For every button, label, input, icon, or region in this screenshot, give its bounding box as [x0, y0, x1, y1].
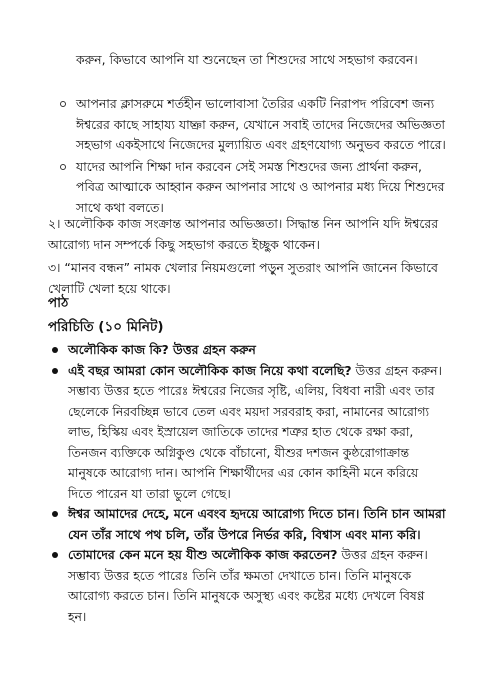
bullet-bold-text: অলৌকিক কাজ কি? উত্তর গ্রহন করুন	[68, 342, 256, 357]
bullet-text: উত্তর গ্রহন করুন। সম্ভাব্য উত্তর হতে পারেঃ ঈশ্বরের নিজের সৃষ্টি, এলিয়, বিধবা নারী এবং তার ছেলেকে নিরবচ্ছিন্ন ভাবে তেল এবং ময়দা সরবরাহ করা, নামানের আরোগ্য লাভ, হিস্কিয় এবং ইস্রায়েল জাতিকে তাদের শত্রুর হাত থেকে রক্ষা করা, তিনজন ব্যক্তিকে অগ্নিকুণ্ড থেকে বাঁচানো, যীশুর দশজন কুষ্ঠরোগাক্রান্ত মানুষকে আরোগ্য দান। আপনি শিক্ষার্থীদের এর কোন কাহিনী মনে করিয়ে দিতে পারেন যা তারা ভুলে গেছে।	[68, 362, 442, 501]
bullet-icon	[52, 347, 58, 353]
circle-bullet-icon	[60, 101, 66, 107]
bullet-bold-text: ঈশ্বর আমাদের দেহে, মনে এবংব হৃদয়ে আরোগ্য দিতে চান। তিনি চান আমরা যেন তাঁর সাথে পথ চলি, তাঁর উপরে নির্ভর করি, বিশ্বাস এবং মান্য করি।	[68, 506, 446, 542]
list-item	[68, 361, 446, 505]
bullet-icon	[52, 552, 58, 558]
circle-bullet-icon	[60, 164, 66, 170]
numbered-item-3: ৩। “মানব বন্ধন” নামক খেলার নিয়মগুলো পড়ুন সুতরাং আপনি জানেন কিভাবে খেলাটি খেলা হয়ে থাকে।	[48, 260, 438, 296]
bullet-icon	[52, 368, 58, 374]
list-item-text: যাদের আপনি শিক্ষা দান করবেন সেই সমস্ত শিশুদের জন্য প্রার্থনা করুন, পবিত্র আত্মাকে আহ্বান করুন আপনার সাথে ও আপনার মধ্য দিয়ে শিশুদের সাথে কথা বলতে।	[76, 158, 445, 215]
bullet-bold-text: তোমাদের কেন মনে হয় যীশু অলৌকিক কাজ করতেন?	[68, 547, 338, 562]
subsection-title: পরিচিতি (১০ মিনিট)	[48, 319, 164, 335]
list-item	[76, 94, 446, 156]
bullet-text: উত্তর গ্রহন করুন। সম্ভাব্য উত্তর হতে পারেঃ তিনি তাঁর ক্ষমতা দেখাতে চান। তিনি মানুষকে আরোগ্য করতে চান। তিনি মানুষকে অসুস্থ্য এবং কষ্টের মধ্যে দেখলে বিষণ্ণ হন।	[68, 547, 428, 624]
bullet-icon	[52, 511, 58, 517]
discussion-bullet-list	[68, 340, 446, 627]
preparation-sub-list	[76, 94, 446, 218]
section-title: পাঠ	[48, 295, 69, 311]
list-item	[76, 157, 446, 219]
list-item	[68, 340, 446, 361]
list-item-text: আপনার ক্লাসরুমে শর্তহীন ভালোবাসা তৈরির একটি নিরাপদ পরিবেশ জন্য ঈশ্বরের কাছে সাহায্য যাচ্ঞা করুন, যেখানে সবাই তাদের নিজেদের অভিজ্ঞতা সহভাগ একইসাথে নিজেদের মুল্যায়িত এবং গ্রহণযোগ্য অনুভব করতে পারে।	[76, 96, 446, 152]
list-item	[68, 504, 446, 545]
list-item	[68, 545, 446, 627]
intro-continuation: করুন, কিভাবে আপনি যা শুনেছেন তা শিশুদের সাথে সহভাগ করবেন।	[76, 52, 418, 67]
bullet-bold-text: এই বছর আমরা কোন অলৌকিক কাজ নিয়ে কথা বলেছি?	[68, 362, 352, 378]
numbered-item-2: ২। অলৌকিক কাজ সংক্রান্ত আপনার অভিজ্ঞতা। সিদ্ধান্ত নিন আপনি যদি ঈশ্বরের আরোগ্য দান সম্পর্কে কিছু সহভাগ করতে ইচ্ছুক থাকেন।	[48, 216, 439, 252]
